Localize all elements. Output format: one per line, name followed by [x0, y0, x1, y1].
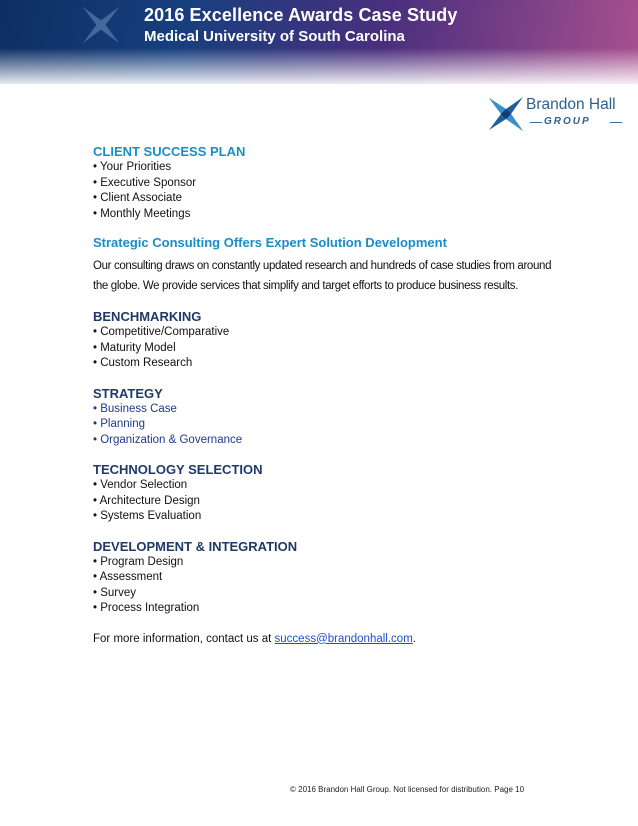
contact-email-link[interactable]: success@brandonhall.com [274, 632, 413, 645]
list-item: • Competitive/Comparative [93, 326, 230, 338]
document-subtitle: Medical University of South Carolina [144, 28, 405, 45]
consulting-paragraph: Our consulting draws on constantly updated research and hundreds of case studies from around the globe. We provide services that simplify and target efforts to produce business results. [93, 260, 552, 292]
brandon-hall-logo [486, 92, 622, 136]
logo-name: Brandon Hall [526, 96, 616, 113]
list-item: • Monthly Meetings [93, 207, 191, 220]
list-item: • Program Design [93, 555, 184, 568]
list-item: • Assessment [93, 571, 163, 583]
list-item: • Your Priorities [93, 161, 172, 173]
list-item: • Maturity Model [93, 341, 176, 354]
main-content [93, 143, 563, 647]
list-item: • Systems Evaluation [93, 510, 202, 522]
consulting-heading: Strategic Consulting Offers Expert Solution Development [93, 235, 447, 250]
list-item: • Business Case [93, 402, 177, 415]
client-success-list [93, 160, 563, 222]
list-item: • Survey [93, 586, 137, 599]
banner-fade [0, 48, 638, 84]
strategy-heading: STRATEGY [93, 385, 163, 401]
list-item: • Organization & Governance [93, 433, 243, 446]
development-heading: DEVELOPMENT & INTEGRATION [93, 538, 298, 554]
list-item: • Executive Sponsor [93, 176, 197, 189]
logo-rule-left [530, 122, 542, 123]
copyright-footer: © 2016 Brandon Hall Group. Not licensed for distribution. Page 10 [290, 785, 525, 794]
brandon-hall-watermark-icon [78, 2, 124, 48]
list-item: • Process Integration [93, 602, 200, 614]
list-item: • Client Associate [93, 192, 183, 204]
logo-rule-right [610, 122, 622, 123]
development-list [93, 555, 563, 617]
document-title: 2016 Excellence Awards Case Study [144, 5, 458, 25]
list-item: • Vendor Selection [93, 479, 188, 491]
list-item: • Architecture Design [93, 494, 200, 507]
brandon-hall-x-logo-icon [486, 94, 526, 134]
logo-group-word: GROUP [544, 116, 591, 127]
strategy-list [93, 402, 563, 449]
list-item: • Planning [93, 418, 145, 430]
contact-line [93, 631, 563, 647]
benchmarking-list [93, 325, 563, 372]
technology-list [93, 478, 563, 525]
list-item: • Custom Research [93, 357, 193, 369]
contact-prefix: For more information, contact us at [93, 632, 275, 645]
logo-group [530, 116, 622, 128]
header-banner [0, 0, 638, 84]
technology-heading: TECHNOLOGY SELECTION [93, 462, 263, 477]
benchmarking-heading: BENCHMARKING [93, 309, 202, 324]
contact-suffix: . [412, 632, 416, 645]
client-success-heading: CLIENT SUCCESS PLAN [93, 144, 246, 159]
